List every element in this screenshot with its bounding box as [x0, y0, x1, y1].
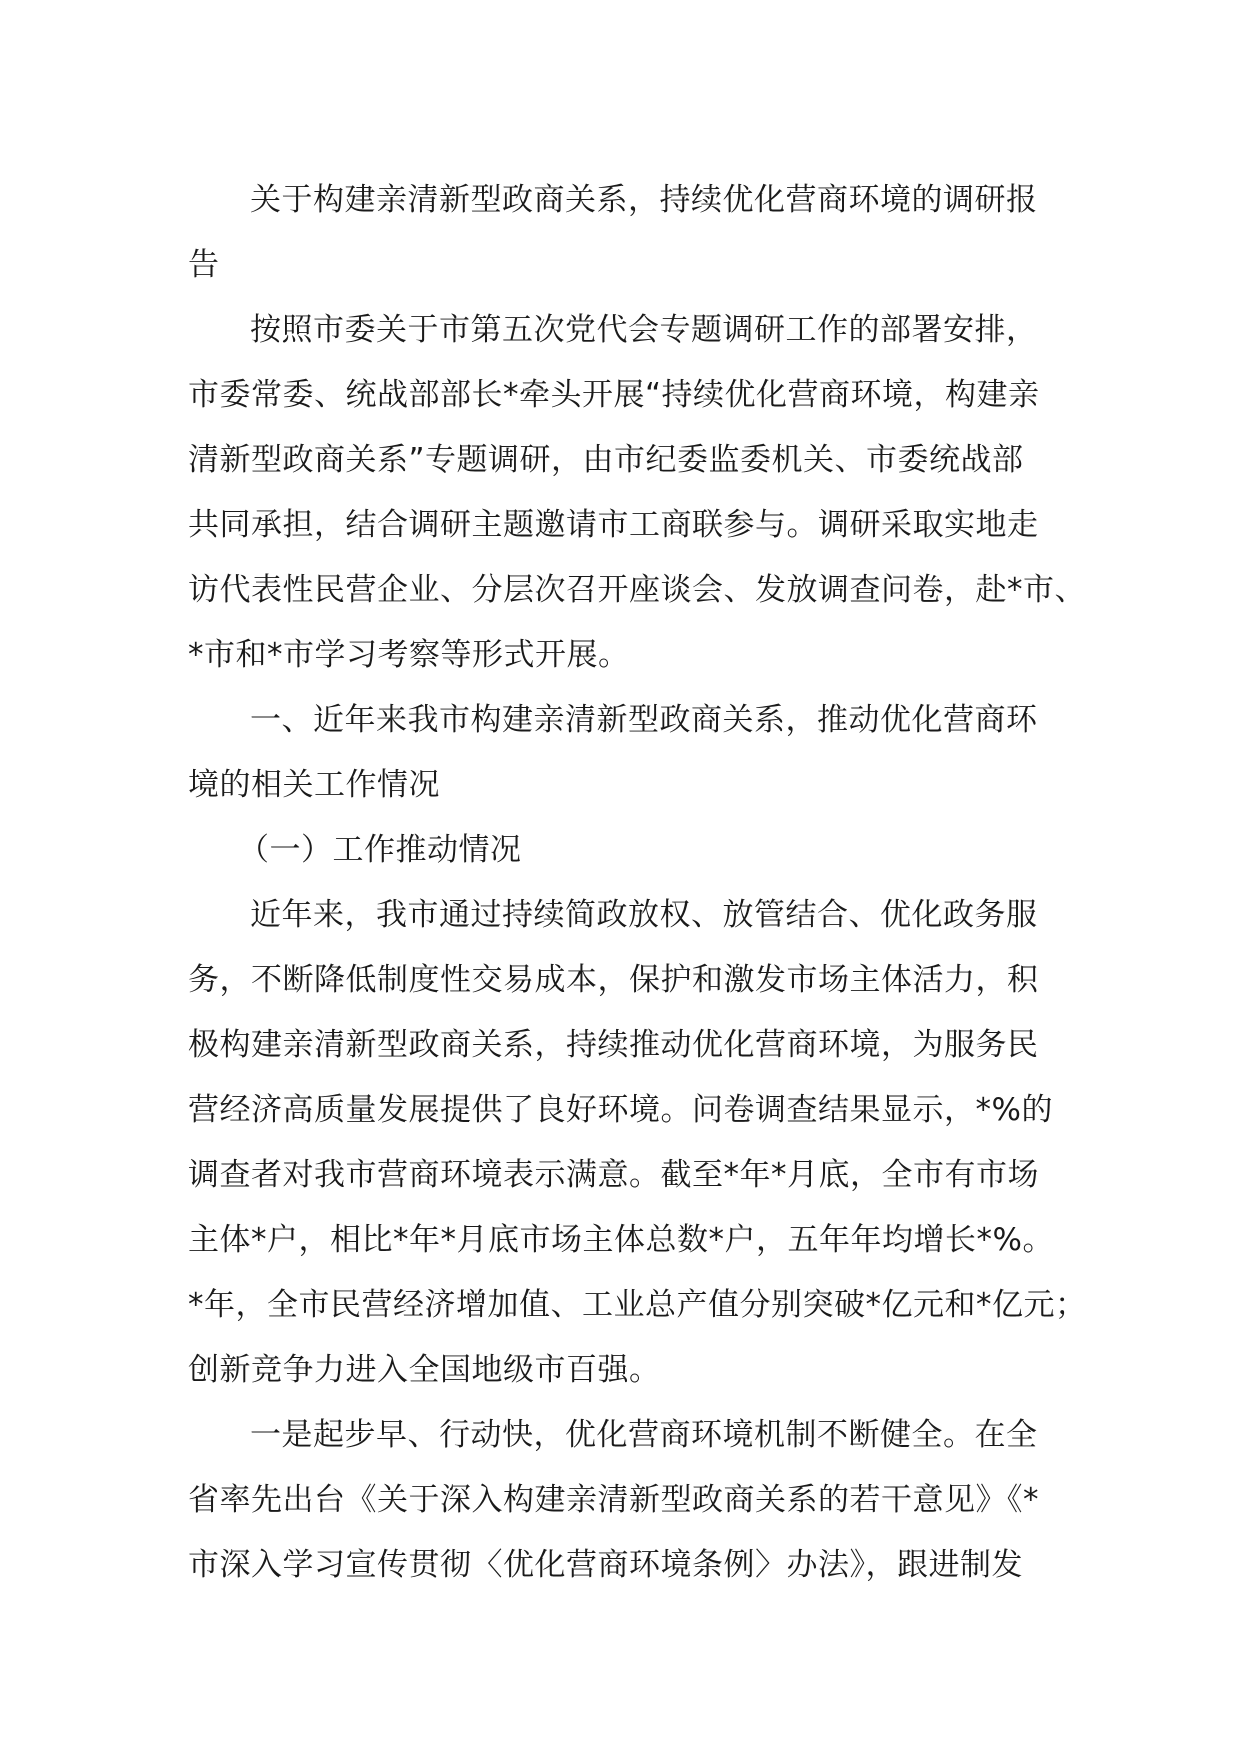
paragraph-line: *市和*市学习考察等形式开展。 [188, 637, 630, 673]
document-title [188, 168, 1068, 298]
paragraph-intro [188, 298, 1086, 688]
heading-line: 境的相关工作情况 [188, 767, 440, 803]
document-body [188, 168, 1087, 1598]
subsection-heading-1 [188, 818, 1068, 883]
heading-line: 一、近年来我市构建亲清新型政商关系，推动优化营商环 [250, 702, 1038, 738]
paragraph-line: 务，不断降低制度性交易成本，保护和激发市场主体活力，积 [188, 962, 1039, 998]
title-line: 关于构建亲清新型政商关系，持续优化营商环境的调研报 [250, 182, 1038, 218]
paragraph-overview [188, 883, 1087, 1403]
paragraph-line: 调查者对我市营商环境表示满意。截至*年*月底，全市有市场 [188, 1157, 1039, 1193]
heading-line: （一）工作推动情况 [238, 832, 522, 868]
paragraph-line: 近年来，我市通过持续简政放权、放管结合、优化政务服 [250, 897, 1038, 933]
title-line: 告 [188, 247, 220, 283]
paragraph-line: 营经济高质量发展提供了良好环境。问卷调查结果显示，*%的 [188, 1092, 1053, 1128]
paragraph-line: 按照市委关于市第五次党代会专题调研工作的部署安排， [250, 312, 1038, 348]
paragraph-point-one [188, 1403, 1068, 1598]
paragraph-line: 市委常委、统战部部长*牵头开展“持续优化营商环境，构建亲 [188, 377, 1040, 413]
paragraph-line: 一是起步早、行动快，优化营商环境机制不断健全。在全 [250, 1417, 1038, 1453]
paragraph-line: 共同承担，结合调研主题邀请市工商联参与。调研采取实地走 [188, 507, 1039, 543]
paragraph-line: 访代表性民营企业、分层次召开座谈会、发放调查问卷，赴*市、 [188, 572, 1086, 608]
paragraph-line: 主体*户，相比*年*月底市场主体总数*户，五年年均增长*%。 [188, 1222, 1054, 1258]
paragraph-line: 极构建亲清新型政商关系，持续推动优化营商环境，为服务民 [188, 1027, 1039, 1063]
paragraph-line: 省率先出台《关于深入构建亲清新型政商关系的若干意见》《* [188, 1482, 1039, 1518]
paragraph-line: *年，全市民营经济增加值、工业总产值分别突破*亿元和*亿元； [188, 1287, 1087, 1323]
paragraph-line: 创新竞争力进入全国地级市百强。 [188, 1352, 661, 1388]
section-heading-1 [188, 688, 1068, 818]
paragraph-line: 清新型政商关系”专题调研，由市纪委监委机关、市委统战部 [188, 442, 1024, 478]
paragraph-line: 市深入学习宣传贯彻〈优化营商环境条例〉办法》，跟进制发 [188, 1547, 1023, 1583]
